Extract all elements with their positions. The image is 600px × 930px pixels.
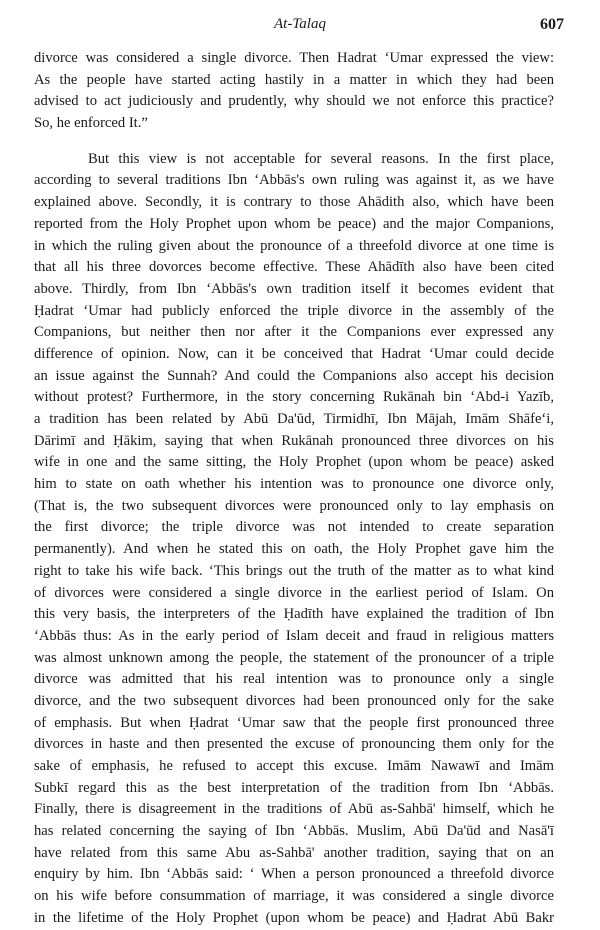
text-line: difference of opinion. Now, can it be conceived that Hadrat ‘Umar could decide bbox=[34, 345, 554, 362]
text-line: But this view is not acceptable for several reasons. In the first place, bbox=[88, 150, 554, 167]
text-line: divorce, and the two subsequent divorces had been pronounced only for the sake bbox=[34, 692, 554, 709]
text-line: have related from this same Abu as-Sahbā' another tradition, saying that on an bbox=[34, 844, 554, 861]
text-line: permanently). And when he stated this on oath, the Holy Prophet gave him the bbox=[34, 541, 554, 558]
paragraph bbox=[34, 149, 554, 930]
text-line: Finally, there is disagreement in the traditions of Abū as-Sahbā' himself, which he bbox=[34, 801, 554, 818]
text-line: of divorces were considered a single divorce in the earliest period of Islam. On bbox=[34, 584, 554, 601]
text-line: was almost unknown among the people, the statement of the pronouncer of a triple bbox=[34, 649, 554, 666]
text-line: advised to act judiciously and prudently, why should we not enforce this practice? bbox=[34, 93, 554, 110]
text-line: Subkī regard this as the best interpretation of the tradition from Ibn ‘Abbās. bbox=[34, 779, 554, 796]
text-line: explained above. Secondly, it is contrary to those Ahādith also, which have been bbox=[34, 194, 554, 211]
text-line: an issue against the Sunnah? And could the Companions also accept his decision bbox=[34, 367, 554, 384]
text-line: of emphasis. But when Ḥadrat ‘Umar saw that the people first pronounced three bbox=[34, 714, 554, 731]
text-line: has related concerning the saying of Ibn ‘Abbās. Muslim, Abū Da'ūd and Nasā'ī bbox=[34, 823, 554, 840]
page-number: 607 bbox=[540, 16, 564, 33]
text-line: divorces in haste and then presented the excuse of pronouncing them only for the bbox=[34, 736, 554, 753]
paragraph bbox=[34, 48, 554, 135]
body-text bbox=[34, 48, 554, 930]
text-line: Dārimī and Ḥākim, saying that when Rukānah pronounced three divorces on his bbox=[34, 432, 554, 449]
paragraph-gap bbox=[34, 135, 554, 149]
text-line: So, he enforced It.” bbox=[34, 115, 148, 132]
text-line: As the people have started acting hastily in a matter in which they had been bbox=[34, 71, 554, 88]
text-line: divorce was admitted that his real intention was to pronounce only a single bbox=[34, 671, 554, 688]
text-line: (That is, the two subsequent divorces were pronounced only to lay emphasis on bbox=[34, 497, 554, 514]
text-line: wife in one and the same sitting, the Holy Prophet (upon whom be peace) asked bbox=[34, 454, 554, 471]
text-line: Companions, but neither then nor after it the Companions ever expressed any bbox=[34, 324, 554, 341]
text-line: right to take his wife back. ‘This brings out the truth of the matter as to what kind bbox=[34, 562, 554, 579]
text-line: on his wife before consummation of marriage, it was considered a single divorce bbox=[34, 888, 554, 905]
text-line: according to several traditions Ibn ‘Abbās's own ruling was against it, as we have bbox=[34, 172, 554, 189]
text-line: a tradition has been related by Abū Da'ūd, Tirmidhī, Ibn Mājah, Imām Shāfe‘i, bbox=[34, 411, 554, 427]
text-line: sake of emphasis, he refused to accept this excuse. Imām Nawawī and Imām bbox=[34, 758, 554, 774]
text-line: Ḥadrat ‘Umar had publicly enforced the triple divorce in the assembly of the bbox=[34, 302, 554, 319]
text-line: him to state on oath whether his intention was to pronounce one divorce only, bbox=[34, 476, 554, 493]
text-line: in which the ruling given about the pronounce of a threefold divorce at one time is bbox=[34, 237, 554, 254]
running-head bbox=[0, 14, 600, 38]
text-line: ‘Abbās thus: As in the early period of Islam deceit and fraud in religious matters bbox=[34, 627, 554, 644]
text-line: this very basis, the interpreters of the Ḥadīth have explained the tradition of Ibn bbox=[34, 606, 554, 623]
running-title: At-Talaq bbox=[274, 16, 326, 32]
text-line: the first divorce; the triple divorce was not intended to create separation bbox=[34, 519, 554, 536]
text-line: divorce was considered a single divorce. Then Hadrat ‘Umar expressed the view: bbox=[34, 50, 554, 66]
text-line: above. Thirdly, from Ibn ‘Abbās's own tradition itself it becomes evident that bbox=[34, 280, 554, 297]
text-line: that all his three dovorces become effective. These Ahādīth also have been cited bbox=[34, 259, 554, 276]
text-line: enquiry by him. Ibn ‘Abbās said: ‘ When a person pronounced a threefold divorce bbox=[34, 866, 554, 883]
text-line: reported from the Holy Prophet upon whom be peace) and the major Companions, bbox=[34, 215, 554, 232]
text-line: in the lifetime of the Holy Prophet (upon whom be peace) and Ḥadrat Abū Bakr bbox=[34, 909, 554, 926]
text-line: without protest? Furthermore, in the story concerning Rukānah bin ‘Abd-i Yazīb, bbox=[34, 389, 554, 406]
